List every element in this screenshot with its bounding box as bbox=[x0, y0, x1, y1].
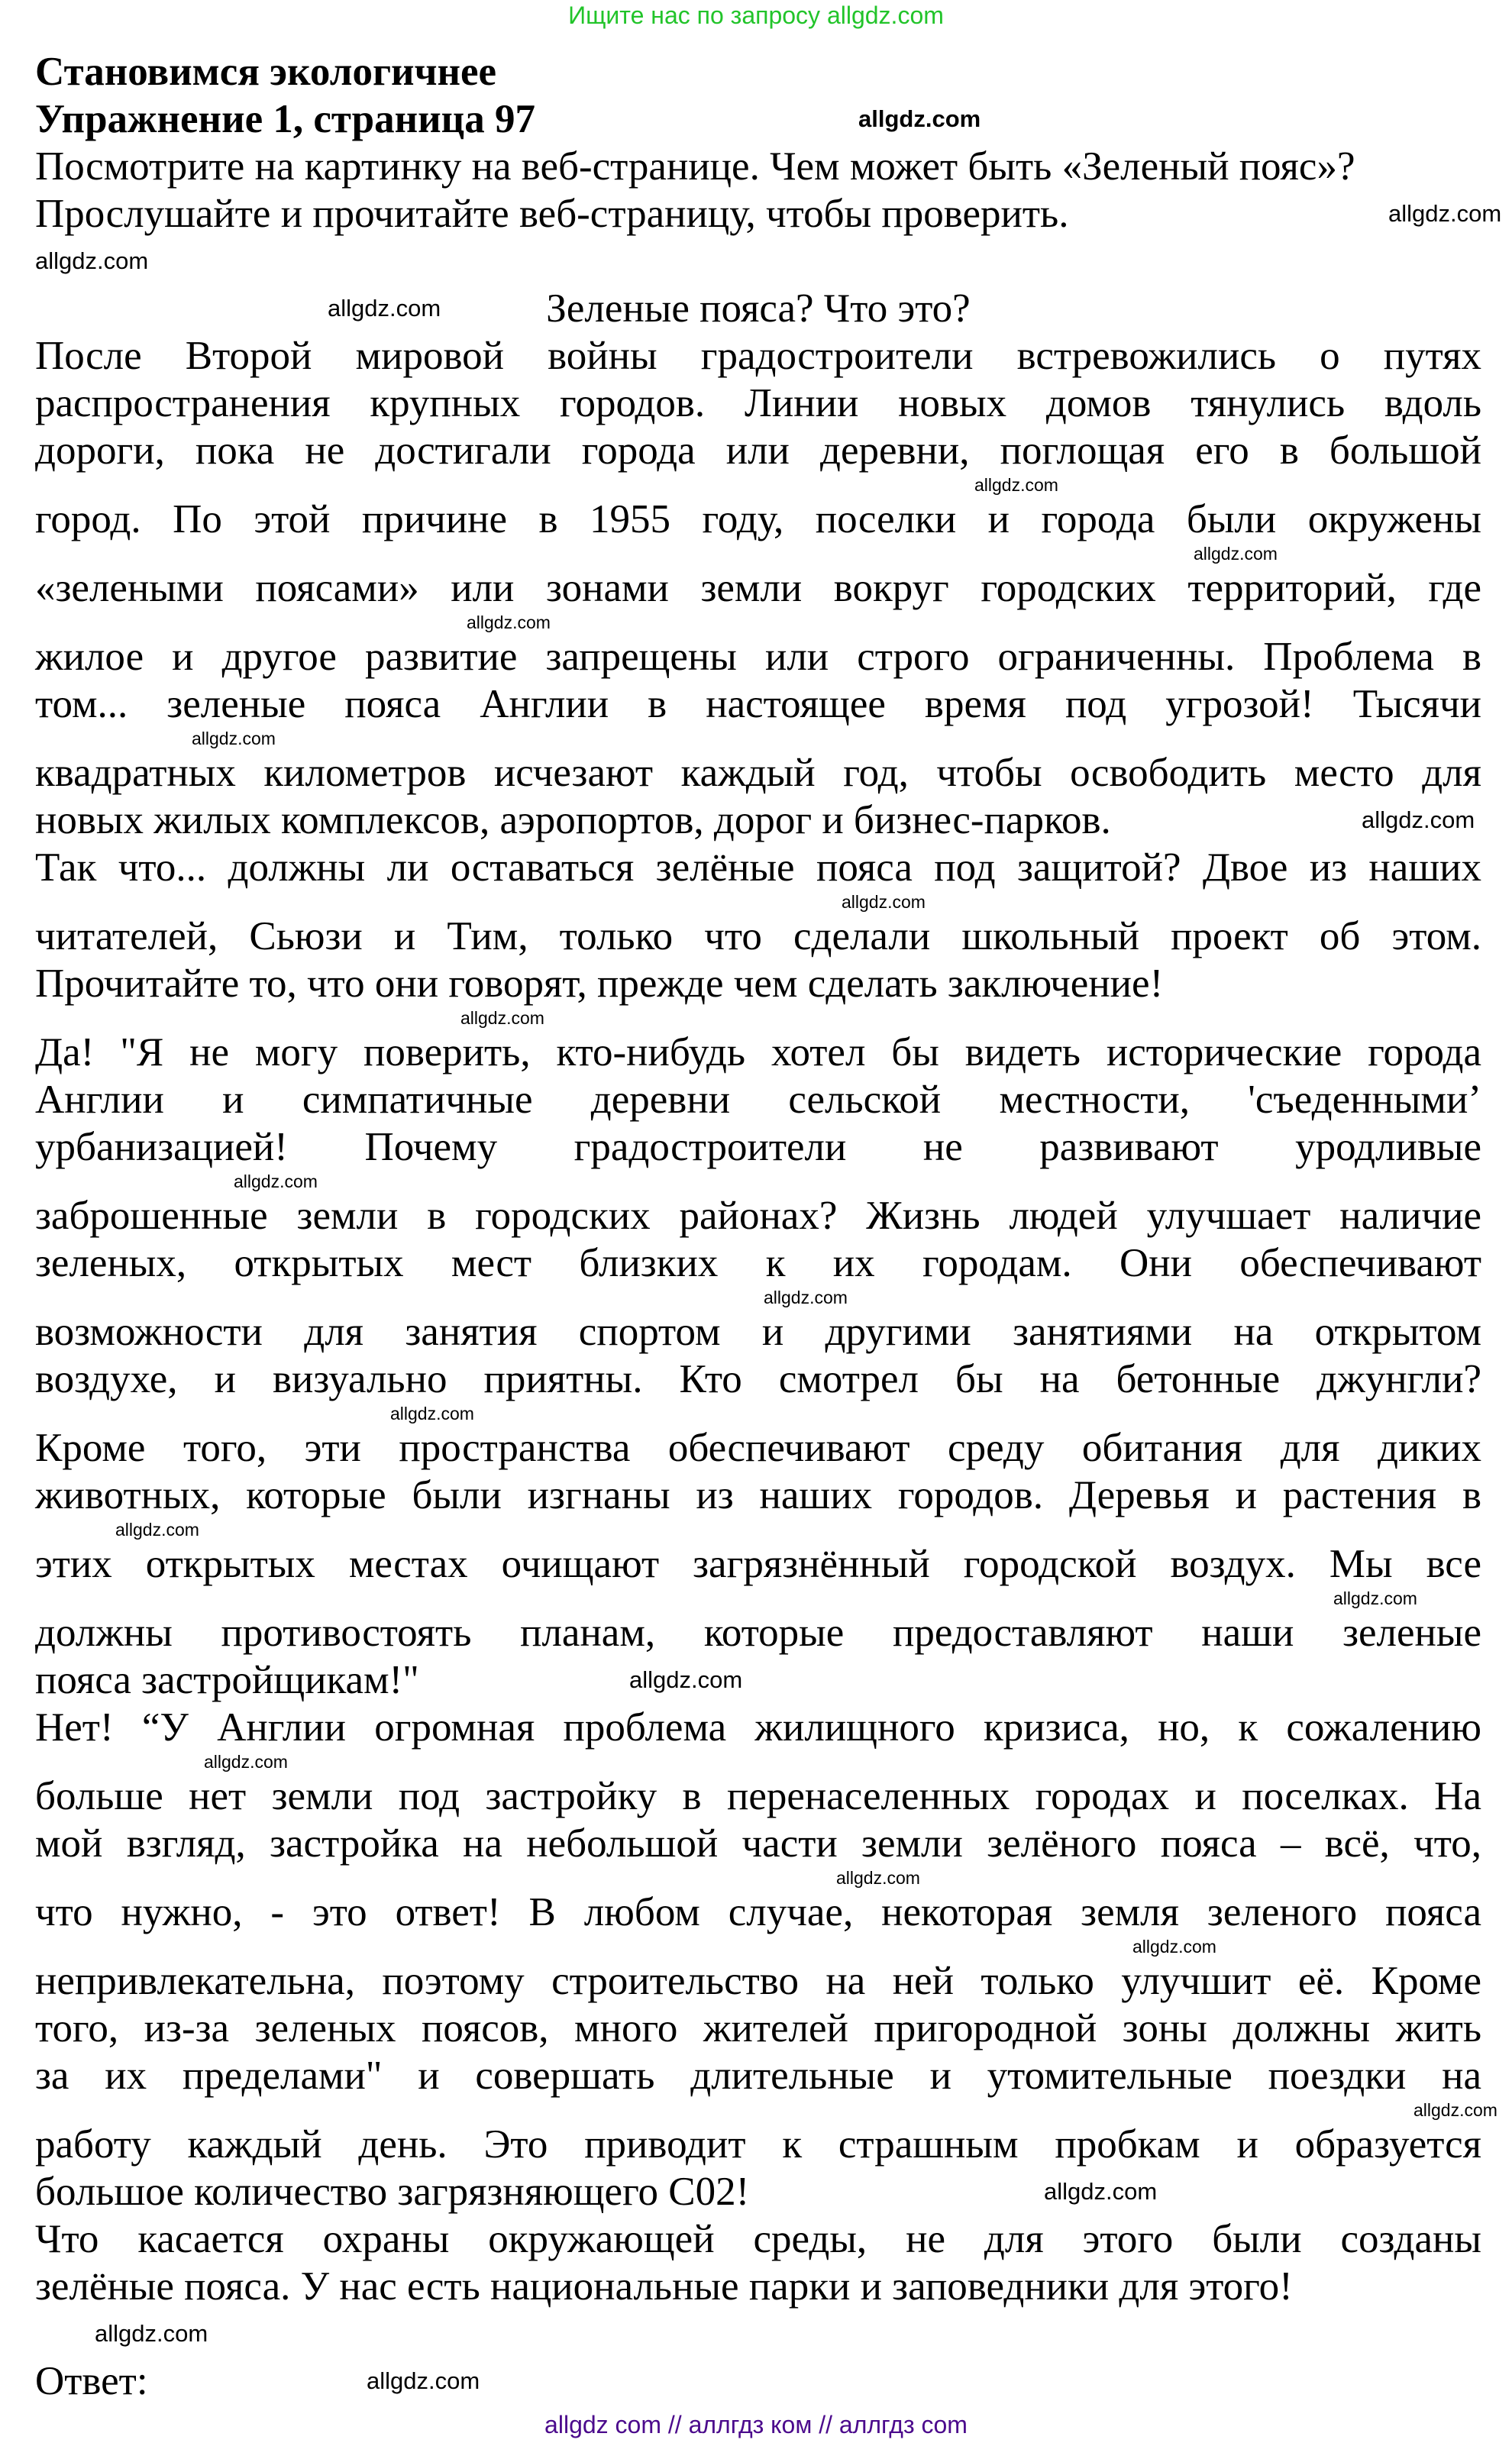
paragraph bbox=[35, 844, 1481, 1029]
text-line: больше нет земли под застройку в перенаселенных городах и поселках. На bbox=[35, 1774, 1481, 1818]
watermark-gap bbox=[35, 543, 1481, 564]
text-line: жилое и другое развитие запрещены или строго ограниченны. Проблема в bbox=[35, 635, 1481, 679]
text-row bbox=[35, 797, 1481, 844]
text-line: Англии и симпатичные деревни сельской местности, 'съеденными’ bbox=[35, 1078, 1481, 1122]
paragraph bbox=[35, 332, 1481, 844]
text-line: город. По этой причине в 1955 году, поселки и города были окружены bbox=[35, 497, 1481, 541]
text-line: распространения крупных городов. Линии новых домов тянулись вдоль bbox=[35, 381, 1481, 425]
watermark: allgdz.com bbox=[974, 475, 1058, 495]
watermark: allgdz.com bbox=[234, 1171, 318, 1191]
watermark: allgdz.com bbox=[1044, 2178, 1158, 2205]
title-row bbox=[35, 48, 1481, 95]
text-line: работу каждый день. Это приводит к страшным пробкам и образуется bbox=[35, 2122, 1481, 2167]
spacer bbox=[35, 2310, 1481, 2357]
text-line: этих открытых местах очищают загрязнённый городской воздух. Мы все bbox=[35, 1542, 1481, 1586]
text-row bbox=[35, 2168, 1481, 2215]
watermark: allgdz.com bbox=[192, 729, 276, 748]
text-line: Кроме того, эти пространства обеспечивают среду обитания для диких bbox=[35, 1426, 1481, 1470]
exercise-row bbox=[35, 95, 1481, 143]
text-line: непривлекательна, поэтому строительство на ней только улучшит её. Кроме bbox=[35, 1959, 1481, 2003]
watermark: allgdz.com bbox=[1333, 1588, 1417, 1608]
watermark: allgdz.com bbox=[1362, 806, 1475, 833]
watermark-gap bbox=[35, 1936, 1481, 1957]
spacer bbox=[35, 238, 1481, 285]
watermark: allgdz.com bbox=[390, 1404, 474, 1423]
text-line: том... зеленые пояса Англии в настоящее время под угрозой! Тысячи bbox=[35, 682, 1481, 726]
text-line: воздухе, и визуально приятны. Кто смотрел бы на бетонные джунгли? bbox=[35, 1357, 1481, 1401]
watermark: allgdz.com bbox=[1194, 544, 1278, 564]
text-line: животных, которые были изгнаны из наших городов. Деревья и растения в bbox=[35, 1473, 1481, 1517]
watermark-gap bbox=[35, 728, 1481, 749]
watermark: allgdz.com bbox=[35, 247, 149, 274]
text-line: квадратных километров исчезают каждый год, чтобы освободить место для bbox=[35, 751, 1481, 795]
text-line: Прочитайте то, что они говорят, прежде чем сделать заключение! bbox=[35, 961, 1164, 1006]
watermark: allgdz.com bbox=[836, 1868, 920, 1888]
text-row bbox=[35, 2263, 1481, 2310]
text-line: за их пределами" и совершать длительные и утомительные поездки на bbox=[35, 2054, 1481, 2098]
watermark: allgdz.com bbox=[95, 2320, 208, 2347]
text-line: возможности для занятия спортом и другими занятиями на открытом bbox=[35, 1310, 1481, 1354]
text-line: пояса застройщикам!" bbox=[35, 1658, 419, 1702]
watermark-gap bbox=[35, 1751, 1481, 1772]
text-line: большое количество загрязняющего С02! bbox=[35, 2170, 750, 2214]
text-line: Что касается охраны окружающей среды, не для этого были созданы bbox=[35, 2217, 1481, 2261]
watermark-gap bbox=[35, 1519, 1481, 1540]
instruction-line: Посмотрите на картинку на веб-странице. Чем может быть «Зеленый пояс»? bbox=[35, 144, 1355, 189]
footer-links[interactable]: allgdz com // аллгдз ком // аллгдз com bbox=[544, 2411, 968, 2438]
exercise-heading: Упражнение 1, страница 97 bbox=[35, 97, 535, 141]
text-line: читателей, Сьюзи и Тим, только что сделали школьный проект об этом. bbox=[35, 914, 1481, 958]
text-line: заброшенные земли в городских районах? Жизнь людей улучшает наличие bbox=[35, 1194, 1481, 1238]
text-row bbox=[35, 1656, 1481, 1704]
watermark-gap bbox=[35, 1171, 1481, 1192]
watermark: allgdz.com bbox=[1132, 1937, 1216, 1957]
text-line: мой взгляд, застройка на небольшой части земли зелёного пояса – всё, что, bbox=[35, 1821, 1481, 1866]
watermark: allgdz.com bbox=[842, 892, 926, 912]
watermark: allgdz.com bbox=[460, 1008, 544, 1028]
watermark-gap bbox=[35, 474, 1481, 496]
answer-row bbox=[35, 2357, 1481, 2405]
watermark: allgdz.com bbox=[328, 295, 441, 322]
watermark-gap bbox=[35, 1867, 1481, 1889]
top-banner-link[interactable]: Ищите нас по запросу allgdz.com bbox=[568, 2, 944, 29]
watermark: allgdz.com bbox=[629, 1666, 743, 1693]
document-body bbox=[35, 0, 1502, 2405]
instruction-row bbox=[35, 143, 1481, 190]
watermark: allgdz.com bbox=[1413, 2100, 1497, 2120]
instruction-row bbox=[35, 190, 1502, 238]
text-line: зеленых, открытых мест близких к их городам. Они обеспечивают bbox=[35, 1241, 1481, 1285]
heading-row bbox=[35, 285, 1481, 332]
watermark: allgdz.com bbox=[1388, 200, 1502, 227]
text-line: зелёные пояса. У нас есть национальные парки и заповедники для этого! bbox=[35, 2264, 1293, 2309]
watermark-gap bbox=[35, 1588, 1481, 1609]
paragraph bbox=[35, 1029, 1481, 1704]
instruction-line: Прослушайте и прочитайте веб-страницу, чтобы проверить. bbox=[35, 192, 1069, 236]
text-line: После Второй мировой войны градостроители встревожились о путях bbox=[35, 334, 1481, 378]
text-line: урбанизацией! Почему градостроители не развивают уродливые bbox=[35, 1125, 1481, 1169]
article-text bbox=[35, 332, 1497, 2310]
watermark-gap bbox=[35, 1007, 1481, 1029]
answer-label: Ответ: bbox=[35, 2359, 148, 2403]
text-line: Да! "Я не могу поверить, кто-нибудь хотел бы видеть исторические города bbox=[35, 1030, 1481, 1074]
watermark: allgdz.com bbox=[858, 105, 981, 132]
watermark-gap bbox=[35, 891, 1481, 913]
page-title: Становимся экологичнее bbox=[35, 50, 497, 94]
watermark-gap bbox=[35, 1403, 1481, 1424]
watermark-gap bbox=[35, 2099, 1497, 2121]
text-row bbox=[35, 960, 1481, 1007]
text-line: должны противостоять планам, которые предоставляют наши зеленые bbox=[35, 1611, 1481, 1655]
paragraph bbox=[35, 2215, 1481, 2310]
watermark: allgdz.com bbox=[764, 1288, 848, 1307]
watermark: allgdz.com bbox=[367, 2367, 480, 2394]
text-line: что нужно, - это ответ! В любом случае, некоторая земля зеленого пояса bbox=[35, 1890, 1481, 1934]
watermark: allgdz.com bbox=[467, 612, 551, 632]
text-line: Так что... должны ли оставаться зелёные пояса под защитой? Двое из наших bbox=[35, 845, 1481, 890]
text-line: того, из-за зеленых поясов, много жителей пригородной зоны должны жить bbox=[35, 2006, 1481, 2050]
text-line: дороги, пока не достигали города или деревни, поглощая его в большой bbox=[35, 428, 1481, 473]
watermark: allgdz.com bbox=[204, 1752, 288, 1772]
watermark-gap bbox=[35, 1287, 1481, 1308]
paragraph bbox=[35, 1704, 1497, 2215]
watermark-gap bbox=[35, 612, 1481, 633]
watermark: allgdz.com bbox=[115, 1520, 199, 1540]
text-line: Нет! “У Англии огромная проблема жилищного кризиса, но, к сожалению bbox=[35, 1705, 1481, 1750]
text-line: «зелеными поясами» или зонами земли вокруг городских территорий, где bbox=[35, 566, 1481, 610]
article-heading: Зеленые пояса? Что это? bbox=[546, 286, 971, 331]
text-line: новых жилых комплексов, аэропортов, дорог и бизнес-парков. bbox=[35, 798, 1111, 842]
